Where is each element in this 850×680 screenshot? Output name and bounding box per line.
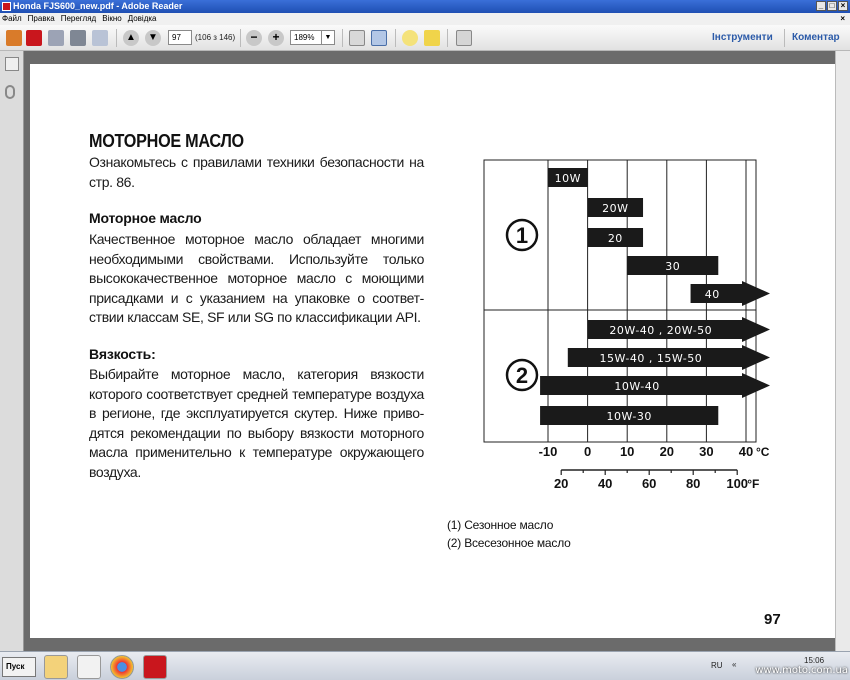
celsius-unit-label: °C bbox=[756, 445, 770, 459]
zoom-level-input[interactable]: 189% bbox=[290, 30, 322, 45]
title-bar bbox=[0, 0, 850, 13]
explorer-icon[interactable] bbox=[44, 655, 68, 679]
viscosity-bar-label: 20W bbox=[602, 202, 629, 215]
fahrenheit-tick-label: 40 bbox=[597, 476, 613, 491]
fahrenheit-tick-label: 80 bbox=[685, 476, 701, 491]
zoom-out-icon[interactable]: − bbox=[246, 30, 262, 46]
navigation-pane bbox=[0, 51, 24, 651]
viscosity-bar-label: 20W-40 , 20W-50 bbox=[609, 324, 713, 337]
clock[interactable]: 15:06 bbox=[804, 656, 825, 665]
pages-panel-icon[interactable] bbox=[5, 57, 19, 71]
legend-all-season-oil: (2) Всесезонное масло bbox=[447, 536, 571, 550]
viscosity-chart bbox=[480, 150, 790, 495]
viscosity-bar-label: 10W-40 bbox=[614, 380, 660, 393]
print-icon[interactable] bbox=[70, 30, 86, 46]
group-marker-label: 1 bbox=[515, 223, 529, 248]
page-number-input[interactable]: 97 bbox=[168, 30, 192, 45]
menu-item-edit[interactable]: Правка bbox=[27, 14, 55, 23]
email-icon[interactable] bbox=[92, 30, 108, 46]
viscosity-bar-label: 10W bbox=[554, 172, 581, 185]
maximize-button[interactable]: □ bbox=[827, 1, 837, 11]
start-button[interactable] bbox=[2, 657, 36, 677]
adobe-reader-icon bbox=[2, 2, 11, 11]
celsius-tick-label: -10 bbox=[538, 444, 558, 459]
toolbar bbox=[0, 25, 850, 51]
menu-bar bbox=[0, 13, 850, 25]
fit-page-icon[interactable] bbox=[349, 30, 365, 46]
vertical-scrollbar[interactable] bbox=[835, 51, 850, 651]
close-document-icon[interactable]: × bbox=[840, 14, 845, 23]
celsius-tick-label: 10 bbox=[619, 444, 635, 459]
watermark: www.moto.com.ua bbox=[755, 665, 848, 676]
celsius-tick-label: 20 bbox=[659, 444, 675, 459]
page-number: 97 bbox=[764, 611, 781, 628]
attachments-paperclip-icon[interactable] bbox=[5, 85, 15, 99]
section-text-viscosity: Выбирайте моторное масло, категория вязкости которого соответствует средней температуре воздуха в регионе, где эксплуатируется скутер. Ниже приво-дятся рекомендации по выбору вязкости моторного масла применительно к температуре окружающего воздуха. bbox=[89, 366, 424, 480]
fahrenheit-tick-label: 60 bbox=[641, 476, 657, 491]
viscosity-bar-arrow bbox=[691, 281, 770, 306]
tray-expand-icon[interactable]: « bbox=[732, 660, 737, 669]
language-indicator[interactable]: RU bbox=[711, 661, 723, 670]
viscosity-bar-label: 20 bbox=[607, 232, 623, 245]
intro-text: Ознакомьтесь с правилами техники безопасности на стр. 86. bbox=[89, 154, 424, 190]
celsius-tick-label: 40 bbox=[738, 444, 754, 459]
save-icon[interactable] bbox=[48, 30, 64, 46]
zoom-dropdown-icon[interactable]: ▼ bbox=[321, 30, 335, 45]
viscosity-bar-label: 40 bbox=[704, 288, 720, 301]
fahrenheit-unit-label: °F bbox=[747, 477, 760, 491]
menu-item-window[interactable]: Вікно bbox=[102, 14, 122, 23]
section-title-viscosity: Вязкость: bbox=[89, 346, 156, 362]
legend-seasonal-oil: (1) Сезонное масло bbox=[447, 518, 554, 532]
viscosity-bar-label: 15W-40 , 15W-50 bbox=[599, 352, 703, 365]
celsius-tick-label: 30 bbox=[699, 444, 714, 459]
start-label: Пуск bbox=[6, 662, 25, 671]
menu-item-file[interactable]: Файл bbox=[2, 14, 22, 23]
viscosity-bar-label: 10W-30 bbox=[606, 410, 652, 423]
media-player-icon[interactable] bbox=[77, 655, 101, 679]
page-count-label: (106 з 146) bbox=[195, 33, 236, 42]
section-text-engine-oil: Качественное моторное масло обладает многими необходимыми свойствами. Используйте только высококачественное моторное масло с моющими присадками и с указанием на упаковке о соответ-ствии классам SE, SF или SG по классификации API. bbox=[89, 231, 424, 325]
window-title: Honda FJS600_new.pdf - Adobe Reader bbox=[13, 1, 183, 11]
minimize-button[interactable]: _ bbox=[816, 1, 826, 11]
close-button[interactable]: × bbox=[838, 1, 848, 11]
zoom-in-icon[interactable]: + bbox=[268, 30, 284, 46]
comment-icon[interactable] bbox=[402, 30, 418, 46]
previous-page-icon[interactable]: ▲ bbox=[123, 30, 139, 46]
section-title-engine-oil: Моторное масло bbox=[89, 210, 202, 226]
menu-item-view[interactable]: Перегляд bbox=[60, 14, 97, 23]
next-page-icon[interactable]: ▼ bbox=[145, 30, 161, 46]
taskbar bbox=[0, 651, 850, 680]
celsius-tick-label: 0 bbox=[583, 444, 592, 459]
highlight-icon[interactable] bbox=[424, 30, 440, 46]
fit-width-icon[interactable] bbox=[371, 30, 387, 46]
comment-pane-button[interactable]: Коментар bbox=[792, 32, 840, 43]
fahrenheit-tick-label: 20 bbox=[553, 476, 569, 491]
share-icon[interactable] bbox=[26, 30, 42, 46]
adobe-reader-taskbar-icon[interactable] bbox=[143, 655, 167, 679]
page-heading: МОТОРНОЕ МАСЛО bbox=[89, 131, 244, 151]
chrome-icon[interactable] bbox=[110, 655, 134, 679]
fullscreen-icon[interactable] bbox=[456, 30, 472, 46]
menu-item-help[interactable]: Довідка bbox=[127, 14, 157, 23]
viscosity-bar-label: 30 bbox=[665, 260, 681, 273]
group-marker-label: 2 bbox=[515, 363, 529, 388]
fahrenheit-tick-label: 100 bbox=[726, 476, 749, 491]
tools-pane-button[interactable]: Інструменти bbox=[712, 32, 773, 43]
create-pdf-icon[interactable] bbox=[6, 30, 22, 46]
